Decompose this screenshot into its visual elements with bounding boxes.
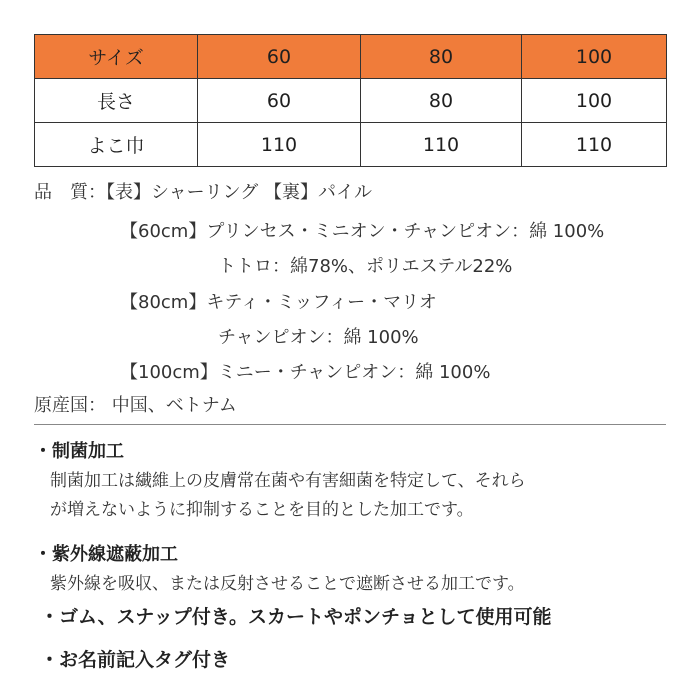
size-table-row-length [35, 79, 667, 123]
antibacterial-title: ・制菌加工 [34, 441, 124, 462]
size-table-cell: 80 [361, 35, 522, 79]
material-100cm-line: 【100cm】ミニー・チャンピオン：綿 100% [120, 362, 491, 383]
material-80cm-line: 【80cm】キティ・ミッフィー・マリオ [120, 292, 437, 313]
antibacterial-description-line1: 制菌加工は繊維上の皮膚常在菌や有害細菌を特定して、それら [50, 471, 526, 491]
material-quality-line: 品 質：【表】シャーリング 【裏】パイル [34, 182, 372, 203]
size-table-cell: サイズ [35, 35, 198, 79]
size-table-cell: 80 [361, 79, 522, 123]
size-table-cell: 100 [522, 35, 667, 79]
material-champion-line: チャンピオン：綿 100% [218, 327, 419, 348]
material-totoro-line: トトロ：綿78%、ポリエステル22% [218, 256, 513, 277]
size-table-cell: 長さ [35, 79, 198, 123]
section-divider [34, 424, 666, 425]
size-table-row-width [35, 123, 667, 167]
snap-feature: ・ゴム、スナップ付き。スカートやポンチョとして使用可能 [40, 606, 552, 628]
size-table-cell: 110 [361, 123, 522, 167]
size-table-cell: 110 [522, 123, 667, 167]
size-table-header-row [35, 35, 667, 79]
material-60cm-line: 【60cm】プリンセス・ミニオン・チャンピオン：綿 100% [120, 221, 605, 242]
size-table-cell: 60 [198, 79, 361, 123]
size-table-cell: 110 [198, 123, 361, 167]
antibacterial-description-line2: が増えないように抑制することを目的とした加工です。 [50, 500, 474, 520]
uv-protection-title: ・紫外線遮蔽加工 [34, 544, 178, 565]
size-table-cell: 100 [522, 79, 667, 123]
uv-protection-description: 紫外線を吸収、または反射させることで遮断させる加工です。 [50, 574, 525, 594]
size-table [34, 34, 667, 167]
name-tag-feature: ・お名前記入タグ付き [40, 649, 231, 671]
country-of-origin-line: 原産国： 中国、ベトナム [34, 395, 237, 416]
size-table-cell: 60 [198, 35, 361, 79]
size-table-cell: よこ巾 [35, 123, 198, 167]
